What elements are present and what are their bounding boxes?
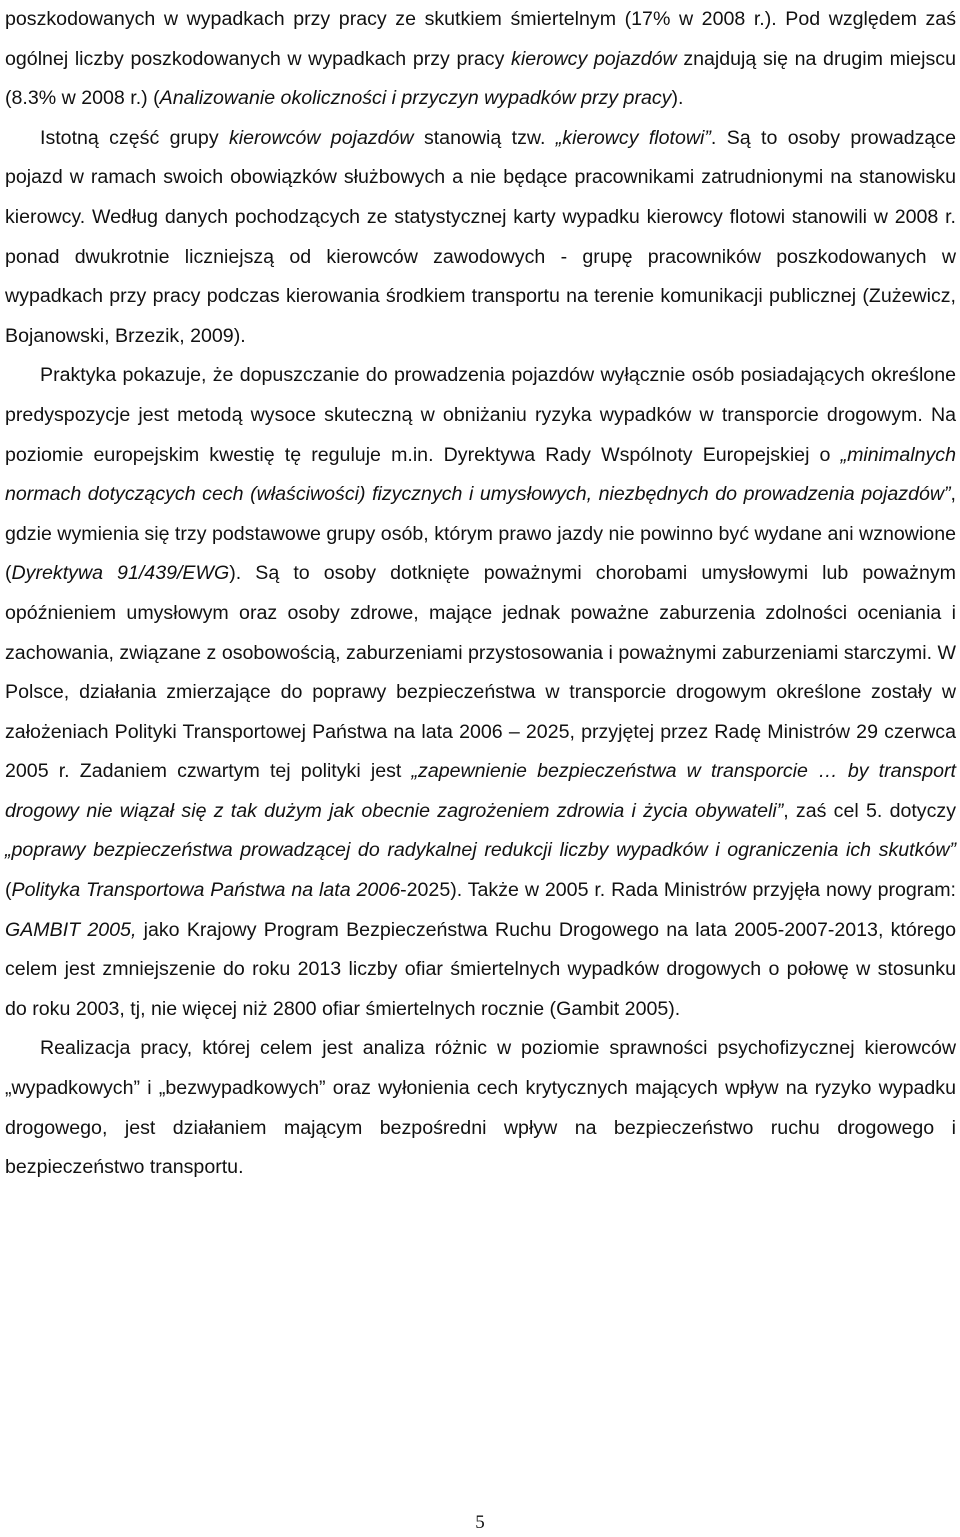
italic-run: GAMBIT 2005, [5,918,137,941]
text-run: , gdzie wymienia się trzy podstawowe grupy osób, którym prawo jazdy nie powinno być wydane ani wznowione ( [5,483,956,585]
paragraph-4 [5,1029,956,1187]
document-body [5,0,956,1188]
italic-run: Polityka Transportowa Państwa na lata 2006 [11,879,401,902]
text-run: -2025). Także w 2005 r. Rada Ministrów przyjęła nowy program: [400,879,956,902]
text-run: znajdują się na drugim miejscu (8.3% w 2008 r.) ( [5,47,956,110]
italic-run: Dyrektywa 91/439/EWG [11,562,230,585]
italic-run: „kierowcy flotowi” [555,126,711,149]
paragraph-2 [5,119,956,357]
text-run: . Są to osoby prowadzące pojazd w ramach swoich obowiązków służbowych a nie będące pracownikami zatrudnionymi na stanowisku kierowcy. Według danych pochodzących ze statystycznej karty wypadku kierowcy flotowi stanowili w 2008 r. ponad dwukrotnie liczniejszą od kierowców zawodowych - grupę pracowników poszkodowanych w wypadkach przy pracy podczas kierowania środkiem transportu na terenie komunikacji publicznej (Zużewicz, Bojanowski, Brzezik, 2009). [5,126,957,347]
text-run: Istotną część grupy [40,126,229,149]
page-number: 5 [475,1512,485,1533]
italic-run: kierowcy pojazdów [511,47,677,70]
text-run: stanowią tzw. [413,126,556,149]
italic-run: kierowców pojazdów [228,126,414,149]
paragraph-1 [5,0,956,119]
text-run: ). [671,87,684,110]
text-run: ( [5,879,12,902]
text-run: Realizacja pracy, której celem jest analiza różnic w poziomie sprawności psychofizycznej kierowców „wypadkowych” i „bezwypadkowych” oraz wyłonienia cech krytycznych mających wpływ na ryzyko wypadku drogowego, jest działaniem mającym bezpośredni wpływ na bezpieczeństwo ruchu drogowego i bezpieczeństwo transportu. [5,1037,956,1179]
text-run: Praktyka pokazuje, że dopuszczanie do prowadzenia pojazdów wyłącznie osób posiadających określone predyspozycje jest metodą wysoce skuteczną w obniżaniu ryzyka wypadków w transporcie drogowym. Na poziomie europejskim kwestię tę reguluje m.in. Dyrektywa Rady Wspólnoty Europejskiej o [5,364,956,466]
italic-run: „poprawy bezpieczeństwa prowadzącej do radykalnej redukcji liczby wypadków i ograniczenia ich skutków” [5,839,956,862]
italic-run: Analizowanie okoliczności i przyczyn wypadków przy pracy [159,87,672,110]
text-run: , zaś cel 5. dotyczy [783,799,956,822]
italic-run: „zapewnienie bezpieczeństwa w transporcie … by transport drogowy nie wiązał się z tak dużym jak obecnie zagrożeniem zdrowia i życia obywateli” [5,760,956,822]
text-run: jako Krajowy Program Bezpieczeństwa Ruchu Drogowego na lata 2005-2007-2013, którego celem jest zmniejszenie do roku 2013 liczby ofiar śmiertelnych wypadków drogowych o połowę w stosunku do roku 2003, tj, nie więcej niż 2800 ofiar śmiertelnych rocznie (Gambit 2005). [5,918,956,1020]
paragraph-3 [5,356,956,1029]
italic-run: „minimalnych normach dotyczących cech (właściwości) fizycznych i umysłowych, niezbędnych do prowadzenia pojazdów” [5,443,956,506]
text-run: poszkodowanych w wypadkach przy pracy ze skutkiem śmiertelnym (17% w 2008 r.). Pod względem zaś ogólnej liczby poszkodowanych w wypadkach przy pracy [5,8,956,70]
text-run: ). Są to osoby dotknięte poważnymi chorobami umysłowymi lub poważnym opóźnieniem umysłowym oraz osoby zdrowe, mające jednak poważne zaburzenia zdolności oceniania i zachowania, związane z osobowością, zaburzeniami przystosowania i poważnymi zaburzeniami starczymi. W Polsce, działania zmierzające do poprawy bezpieczeństwa w transporcie drogowym określone zostały w założeniach Polityki Transportowej Państwa na lata 2006 – 2025, przyjętej przez Radę Ministrów 29 czerwca 2005 r. Zadaniem czwartym tej polityki jest [5,562,956,783]
